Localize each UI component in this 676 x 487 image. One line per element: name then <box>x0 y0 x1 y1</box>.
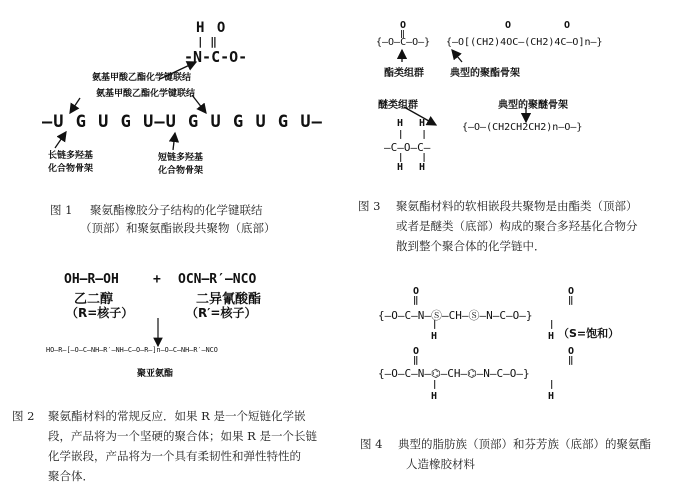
fig4-top-carbonyl-o2: O <box>568 286 575 297</box>
fig4-bottom-carbonyl-o2: O <box>568 346 575 357</box>
fig2-diisocyanate-note: （R′=核子） <box>186 306 257 320</box>
fig4-top-nh-bonds: | <box>432 320 438 330</box>
fig3-polyether-chain: {—O—(CH2CH2CH2)n—O—} <box>462 122 583 133</box>
fig2-diisocyanate: OCN—R′—NCO <box>178 272 257 287</box>
fig3-polyester-carbonyl-o: O <box>505 20 512 31</box>
fig2-plus: + <box>153 272 161 287</box>
fig2-diisocyanate-name: 二异氰酸酯 <box>196 292 262 307</box>
fig4-bottom-h: H <box>431 391 438 402</box>
fig4-saturated-note: （S=饱和） <box>558 327 620 340</box>
fig4-top-h2: H <box>548 331 555 342</box>
fig2-polymer-formula: HO—R—[—O—C—NH—R′—NH—C—O—R—]n—O—C—NH—R′—NCO <box>46 346 218 354</box>
fig1-bond-marks: | ‖ <box>197 35 217 48</box>
fig1-urethane-group: -N-C-O- <box>184 48 248 66</box>
fig4-bottom-nh-bonds2: | <box>549 380 555 390</box>
fig1-caption-line1: 聚氨酯橡胶分子结构的化学键联结 <box>90 203 263 217</box>
fig1-h-o-atoms: H O <box>196 20 228 36</box>
fig3-caption-line1: 聚氨酯材料的软相嵌段共聚物是由酯类（顶部） <box>396 199 638 213</box>
fig4-bottom-carbonyl-o: O <box>413 346 420 357</box>
fig1-label-urethane-bottom: 氨基甲酸乙酯化学键联结 <box>96 89 196 99</box>
fig4-top-double-bonds: ‖ <box>413 296 419 306</box>
fig1-label-long-chain-1: 长链多羟基 <box>48 151 94 161</box>
fig1-label-urethane-top: 氨基甲酸乙酯化学键联结 <box>92 73 192 83</box>
fig2-caption-line3: 化学嵌段，产品将为一个具有柔韧性和弹性特性的 <box>48 449 301 463</box>
fig3-ester-carbonyl-o: O <box>400 20 407 31</box>
fig4-aliphatic-formula: {—O—C—N—Ⓢ—CH—Ⓢ—N—C—O—} <box>378 309 533 322</box>
fig2-caption-number: 图 2 <box>12 409 35 423</box>
fig4-bottom-double-bonds: ‖ <box>413 356 419 366</box>
fig3-ether-bonds-bottom: || <box>398 153 445 163</box>
fig3-ester-unit: {—O—C—O—} <box>376 37 431 48</box>
fig1-label-short-chain-1: 短链多羟基 <box>158 153 204 163</box>
fig1-caption-line2: （顶部）和聚氨酯嵌段共聚物（底部） <box>80 221 276 235</box>
fig3-ether-h-bottom: HH <box>397 162 442 173</box>
fig3-ether-structure: —C—O—C— <box>384 141 431 154</box>
fig4-aromatic-formula: {—O—C—N—⌬—CH—⌬—N—C—O—} <box>378 367 530 380</box>
fig3-label-polyester: 典型的聚酯骨架 <box>450 68 520 79</box>
fig1-label-short-chain-2: 化合物骨架 <box>158 166 204 176</box>
fig1-chain: —U G U G U—U G U G U G U— <box>42 112 323 132</box>
fig3-ester-double-bond: ‖ <box>400 29 405 38</box>
fig4-top-carbonyl-o: O <box>413 286 420 297</box>
fig3-ether-h-top: HH <box>397 118 442 129</box>
fig2-polymer-label: 聚亚氨酯 <box>137 369 174 379</box>
fig1-label-long-chain-2: 化合物骨架 <box>48 164 94 174</box>
fig1-caption-number: 图 1 <box>50 203 73 217</box>
fig4-caption-line2: 人造橡胶材料 <box>406 457 475 471</box>
fig4-bottom-double-bonds2: ‖ <box>568 356 574 366</box>
fig2-caption-line1: 聚氨酯材料的常规反应．如果 R 是一个短链化学嵌 <box>48 409 306 423</box>
fig3-caption-line2: 或者是醚类（底部）构成的聚合多羟基化合物分 <box>396 219 638 233</box>
fig3-label-ester: 酯类组群 <box>384 68 424 79</box>
fig4-bottom-nh-bonds: | <box>432 380 438 390</box>
fig4-caption-line1: 典型的脂肪族（顶部）和芬芳族（底部）的聚氨酯 <box>398 437 651 451</box>
fig2-diol-note: （R=核子） <box>66 306 134 320</box>
fig3-label-ether: 醚类组群 <box>378 100 418 111</box>
fig2-caption-line2: 段，产品将为一个坚硬的聚合体；如果 R 是一个长链 <box>48 429 317 443</box>
fig3-caption-line3: 散到整个聚合体的化学链中． <box>396 239 546 253</box>
fig3-polyester-chain: {—O[(CH2)4OC—(CH2)4C—O]n—} <box>446 37 603 48</box>
fig3-caption-number: 图 3 <box>358 199 381 213</box>
fig4-caption-number: 图 4 <box>360 437 383 451</box>
fig4-bottom-h2: H <box>548 391 555 402</box>
fig2-diol-name: 乙二醇 <box>74 292 114 307</box>
fig3-label-polyether: 典型的聚醚骨架 <box>498 100 568 111</box>
fig4-top-nh-bonds2: | <box>549 320 555 330</box>
fig4-top-double-bonds2: ‖ <box>568 296 574 306</box>
fig3-polyester-carbonyl-o2: O <box>564 20 571 31</box>
fig2-diol: OH—R—OH <box>64 272 119 287</box>
fig3-ether-bonds-top: || <box>398 130 445 140</box>
fig2-caption-line4: 聚合体． <box>48 469 94 483</box>
fig4-top-h: H <box>431 331 438 342</box>
